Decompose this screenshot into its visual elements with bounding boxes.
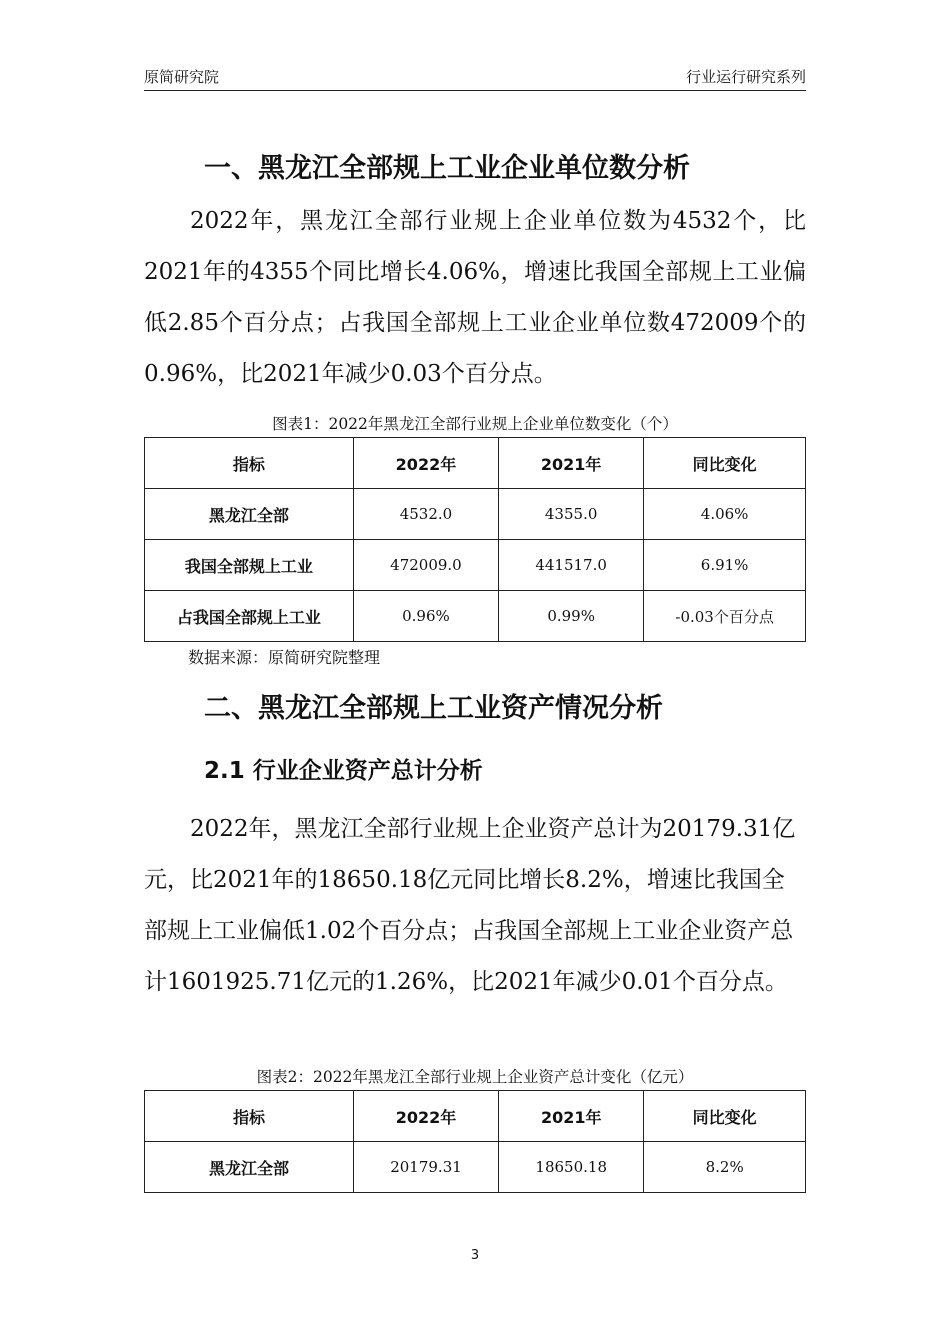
page-number: 3: [470, 1248, 480, 1263]
table2-caption: 图表2：2022年黑龙江全部行业规上企业资产总计变化（亿元）: [256, 1068, 694, 1086]
column-header: 2021年: [499, 1091, 644, 1142]
section2-heading: 二、黑龙江全部规上工业资产情况分析: [204, 693, 663, 724]
column-header: 指标: [145, 438, 354, 489]
section2-subheading: 2.1 行业企业资产总计分析: [204, 758, 483, 784]
table-cell: -0.03个百分点: [644, 591, 806, 642]
table-cell: 18650.18: [499, 1142, 644, 1193]
section2-paragraph-text: 2022年，黑龙江全部行业规上企业资产总计为20179.31亿元，比2021年的18650.18亿元同比增长8.2%，增速比我国全部规上工业偏低1.02个百分点；占我国全部规上工业企业资产总计1601925.71亿元的1.26%，比2021年减少0.01个百分点。: [144, 816, 796, 995]
table1-source: 数据来源：原简研究院整理: [188, 648, 381, 667]
page-header: [144, 64, 806, 91]
column-header: 同比变化: [644, 438, 806, 489]
section1-heading: 一、黑龙江全部规上工业企业单位数分析: [204, 153, 690, 184]
row-label: 我国全部规上工业: [145, 540, 354, 591]
table-cell: 4532.0: [353, 489, 498, 540]
section1-paragraph: [144, 196, 806, 400]
table2: [144, 1090, 806, 1193]
table-cell: 20179.31: [353, 1142, 498, 1193]
column-header: 2022年: [353, 1091, 498, 1142]
table-header-row: [145, 1091, 806, 1142]
table-row: [145, 1142, 806, 1193]
table-cell: 4.06%: [644, 489, 806, 540]
row-label: 黑龙江全部: [145, 1142, 354, 1193]
column-header: 同比变化: [644, 1091, 806, 1142]
table-cell: 8.2%: [644, 1142, 806, 1193]
table-cell: 441517.0: [499, 540, 644, 591]
column-header: 2022年: [353, 438, 498, 489]
column-header: 2021年: [499, 438, 644, 489]
row-label: 占我国全部规上工业: [145, 591, 354, 642]
section1-paragraph-text: 2022年，黑龙江全部行业规上企业单位数为4532个，比2021年的4355个同比增长4.06%，增速比我国全部规上工业偏低2.85个百分点；占我国全部规上工业企业单位数472009个的0.96%，比2021年减少0.03个百分点。: [144, 208, 806, 387]
header-org-name: 原简研究院: [144, 68, 220, 86]
table-header-row: [145, 438, 806, 489]
table-cell: 0.99%: [499, 591, 644, 642]
section2-paragraph: [144, 804, 806, 1008]
header-series-name: 行业运行研究系列: [685, 68, 806, 86]
table-cell: 472009.0: [353, 540, 498, 591]
table-cell: 0.96%: [353, 591, 498, 642]
table-cell: 4355.0: [499, 489, 644, 540]
table-row: [145, 591, 806, 642]
table1-caption: 图表1：2022年黑龙江全部行业规上企业单位数变化（个）: [272, 415, 678, 433]
table1: [144, 437, 806, 642]
column-header: 指标: [145, 1091, 354, 1142]
row-label: 黑龙江全部: [145, 489, 354, 540]
table-cell: 6.91%: [644, 540, 806, 591]
table-row: [145, 540, 806, 591]
table-row: [145, 489, 806, 540]
